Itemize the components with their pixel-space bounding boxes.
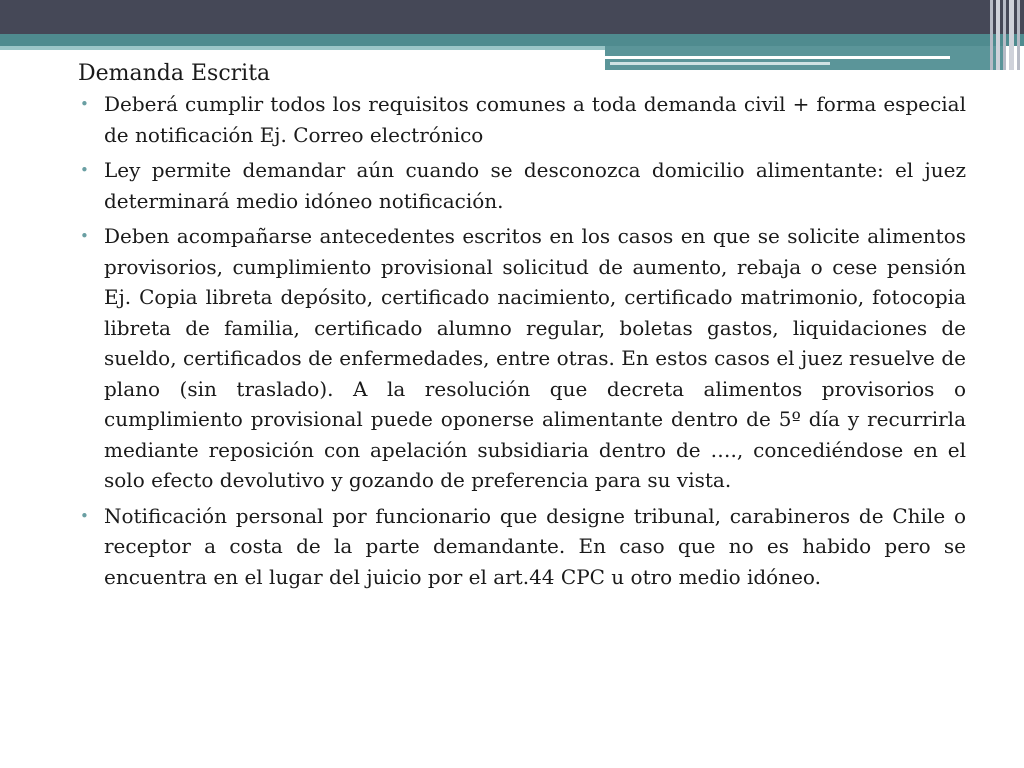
corner-stripe: [1009, 0, 1014, 70]
header-dark-band: [0, 0, 1024, 34]
corner-stripe: [990, 0, 993, 70]
slide-content: [78, 58, 966, 597]
bullet-list: [78, 89, 966, 592]
header-light-band: [0, 46, 605, 50]
bullet-text: Deben acompañarse antecedentes escritos en los casos en que se solicite alimentos provisorios, cumplimiento provisional solicitud de aumento, rebaja o cese pensión Ej. Copia libreta depósito, certificado nacimiento, certificado matrimonio, fotocopia libreta de familia, certificado alumno regular, boletas gastos, liquidaciones de sueldo, certificados de enfermedades, entre otras. En estos casos el juez resuelve de plano (sin traslado). A la resolución que decreta alimentos provisorios o cumplimiento provisional puede oponerse alimentante dentro de 5º día y recurrirla mediante reposición con apelación subsidiaria dentro de …., concediéndose en el solo efecto devolutivo y gozando de preferencia para su vista.: [104, 224, 966, 492]
header-teal-band: [0, 34, 1024, 46]
bullet-item: [78, 155, 966, 216]
bullet-text: Notificación personal por funcionario que designe tribunal, carabineros de Chile o receptor a costa de la parte demandante. En caso que no es habido pero se encuentra en el lugar del juicio por el art.44 CPC u otro medio idóneo.: [104, 503, 966, 589]
slide-title: Demanda Escrita: [78, 61, 271, 86]
corner-stripe: [1003, 0, 1006, 70]
bullet-item: [78, 501, 966, 593]
bullet-item: [78, 221, 966, 496]
bullet-icon: •: [80, 161, 89, 179]
bullet-item: [78, 89, 966, 150]
bullet-icon: •: [80, 227, 89, 245]
bullet-text: Ley permite demandar aún cuando se desconozca domicilio alimentante: el juez determinará medio idóneo notificación.: [104, 158, 966, 213]
bullet-icon: •: [80, 506, 89, 525]
corner-stripe: [1017, 0, 1020, 70]
corner-stripe: [996, 0, 1000, 70]
bullet-text: Deberá cumplir todos los requisitos comunes a toda demanda civil + forma especial de notificación Ej. Correo electrónico: [104, 92, 966, 147]
bullet-icon: •: [80, 95, 89, 113]
